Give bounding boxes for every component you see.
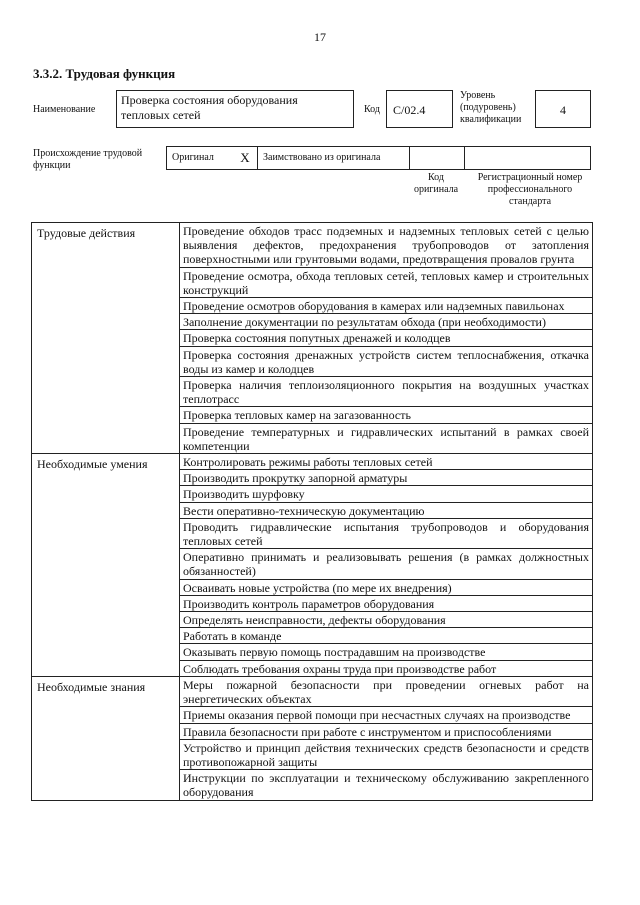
code-field: С/02.4 xyxy=(386,90,453,128)
item-cell: Проверка состояния попутных дренажей и колодцев xyxy=(180,330,593,346)
qualification-level-field: 4 xyxy=(535,90,591,128)
origin-borrowed-cell xyxy=(258,147,410,169)
item-cell: Оказывать первую помощь пострадавшим на производстве xyxy=(180,644,593,660)
item-cell: Правила безопасности при работе с инструментом и приспособлениями xyxy=(180,723,593,739)
item-cell: Проведение температурных и гидравлических испытаний в рамках своей компетенции xyxy=(180,423,593,453)
origin-borrowed-label: Заимствовано из оригинала xyxy=(263,152,381,163)
origin-row xyxy=(166,146,591,170)
item-cell: Проверка наличия теплоизоляционного покрытия на воздушных участках теплотрасс xyxy=(180,377,593,407)
item-cell: Инструкции по эксплуатации и техническому обслуживанию закрепленного оборудования xyxy=(180,770,593,800)
item-cell: Работать в команде xyxy=(180,628,593,644)
item-cell: Контролировать режимы работы тепловых сетей xyxy=(180,454,593,470)
labor-function-table xyxy=(31,222,593,801)
item-cell: Производить прокрутку запорной арматуры xyxy=(180,470,593,486)
item-cell: Приемы оказания первой помощи при несчастных случаях на производстве xyxy=(180,707,593,723)
table-row xyxy=(32,454,593,470)
item-cell: Устройство и принцип действия технических средств безопасности и средств противопожарной защиты xyxy=(180,739,593,769)
reg-number-label: Регистрационный номер профессионального стандарта xyxy=(477,172,583,207)
origin-original-label: Оригинал xyxy=(172,152,214,163)
item-cell: Меры пожарной безопасности при проведении огневых работ на энергетических объектах xyxy=(180,676,593,706)
item-cell: Проводить гидравлические испытания трубопроводов и оборудования тепловых сетей xyxy=(180,518,593,548)
item-cell: Вести оперативно-техническую документацию xyxy=(180,502,593,518)
item-cell: Определять неисправности, дефекты оборудования xyxy=(180,612,593,628)
item-cell: Проведение обходов трасс подземных и надземных тепловых сетей с целью выявления дефектов, предохранения трубопроводов от затопления поверхностными или грунтовыми водами, предотвращения провалов грунта xyxy=(180,223,593,268)
origin-code-cell xyxy=(410,147,465,169)
name-label: Наименование xyxy=(33,104,96,115)
code-label: Код xyxy=(364,104,380,115)
function-name-field: Проверка состояния оборудования тепловых сетей xyxy=(116,90,354,128)
category-cell: Необходимые умения xyxy=(32,454,180,677)
table-row xyxy=(32,676,593,706)
origin-original-mark: X xyxy=(240,150,250,165)
item-cell: Проверка тепловых камер на загазованность xyxy=(180,407,593,423)
item-cell: Осваивать новые устройства (по мере их внедрения) xyxy=(180,579,593,595)
origin-label: Происхождение трудовой функции xyxy=(33,148,143,171)
origin-reg-number-cell xyxy=(465,147,590,169)
item-cell: Производить контроль параметров оборудования xyxy=(180,595,593,611)
page-number: 17 xyxy=(314,30,326,44)
item-cell: Проверка состояния дренажных устройств систем теплоснабжения, откачка воды из камер и колодцев xyxy=(180,346,593,376)
category-cell: Необходимые знания xyxy=(32,676,180,800)
item-cell: Оперативно принимать и реализовывать решения (в рамках должностных обязанностей) xyxy=(180,549,593,579)
item-cell: Заполнение документации по результатам обхода (при необходимости) xyxy=(180,314,593,330)
item-cell: Производить шурфовку xyxy=(180,486,593,502)
code-original-label: Код оригинала xyxy=(413,172,459,195)
section-title: 3.3.2. Трудовая функция xyxy=(33,66,176,81)
category-cell: Трудовые действия xyxy=(32,223,180,454)
qualification-level-label: Уровень (подуровень) квалификации xyxy=(460,90,522,125)
item-cell: Проведение осмотров оборудования в камерах или надземных павильонах xyxy=(180,298,593,314)
labor-function-table-body xyxy=(32,223,593,801)
item-cell: Проведение осмотра, обхода тепловых сетей, тепловых камер и строительных конструкций xyxy=(180,267,593,297)
item-cell: Соблюдать требования охраны труда при производстве работ xyxy=(180,660,593,676)
table-row xyxy=(32,223,593,268)
